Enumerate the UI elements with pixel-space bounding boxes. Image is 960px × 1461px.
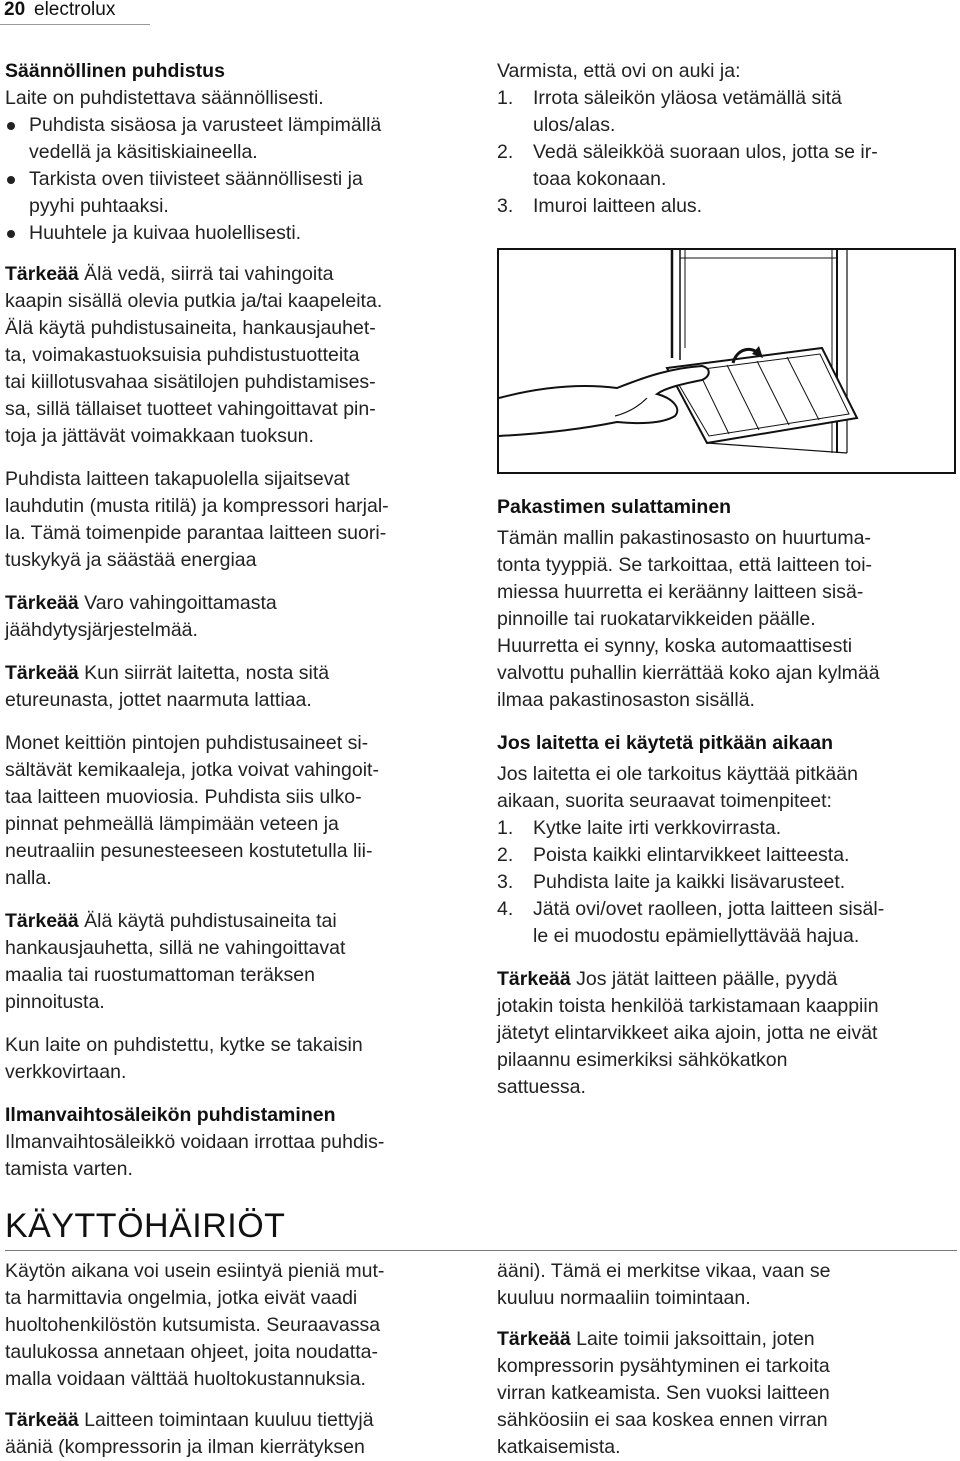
important-note-abrasives: Tärkeää Älä käytä puhdistusaineita tai hankausjauhetta, sillä ne vahingoittavat maalia tai ruostumattoman teräksen pinnoitusta. [5, 910, 346, 1013]
important-note-pipes: Tärkeää Älä vedä, siirrä tai vahingoita kaapin sisällä olevia putkia ja/tai kaapeleita. Älä käytä puhdistusaineita, hankausjauhet- ta, voimakastuoksuisia puhdistustuotteita tai kiillotusvahaa sisätilojen puhdistamises- sa, sillä tällaiset tuotteet vahingoittavat pin- toja ja jättävät voimakkaan tuoksun. [5, 263, 383, 447]
detergent-paragraph: Monet keittiön pintojen puhdistusaineet si- sältävät kemikaaleja, jotka voivat vahingoit- taa laitteen muoviosia. Puhdista siis ulko- pinnat pehmeällä lämpimään veteen ja neutraaliin pesunesteeseen kostutetulla lii- nalla. [5, 732, 379, 889]
page-header [0, 0, 960, 20]
list-item: 2. Poista kaikki elintarvikkeet laitteesta. [497, 844, 850, 866]
header-rule [0, 24, 150, 25]
section-rule [5, 1250, 957, 1251]
right-column-top [497, 58, 957, 220]
important-note-cooling: Tärkeää Varo vahingoittamasta jäähdytysjärjestelmää. [5, 592, 277, 641]
important-note-sounds: Tärkeää Laitteen toimintaan kuuluu tiettyjä ääniä (kompressorin ja ilman kierrätyksen [5, 1409, 374, 1458]
list-item: Huuhtele ja kuivaa huolellisesti. [5, 220, 465, 247]
list-item: 2. Vedä säleikköä suoraan ulos, jotta se ir- toaa kokonaan. [497, 141, 878, 190]
heading-defrosting: Pakastimen sulattaminen [497, 496, 732, 518]
heading-regular-cleaning: Säännöllinen puhdistus [5, 60, 225, 82]
vent-intro: Varmista, että ovi on auki ja: [497, 60, 741, 82]
section-left-column [5, 1258, 465, 1461]
list-item: 1. Kytke laite irti verkkovirrasta. [497, 817, 782, 839]
sounds-continued: ääni). Tämä ei merkitse vikaa, vaan se kuuluu normaaliin toimintaan. [497, 1260, 831, 1309]
list-item: 3. Puhdista laite ja kaikki lisävarusteet. [497, 871, 846, 893]
left-column [5, 58, 465, 1183]
long-absence-steps [497, 815, 957, 950]
page-number: 20 [4, 0, 26, 20]
troubleshooting-intro: Käytön aikana voi usein esiintyä pieniä mut- ta harmittavia ongelmia, jotka eivät vaadi huoltohenkilöstön kutsumista. Seuraavassa taulukossa annetaan ohjeet, joita noudatta- malla voidaan välttää huoltokustannuksia. [5, 1260, 385, 1390]
list-item: 3. Imuroi laitteen alus. [497, 195, 703, 217]
heading-vent-cleaning: Ilmanvaihtosäleikön puhdistaminen [5, 1104, 336, 1126]
vent-paragraph: Ilmanvaihtosäleikkö voidaan irrottaa puhdis- tamista varten. [5, 1131, 385, 1180]
important-note-cycling: Tärkeää Laite toimii jaksoittain, joten kompressorin pysähtyminen ei tarkoita virran katkeamista. Sen vuoksi laitteen sähköosiin ei saa koskea ennen virran katkaisemista. [497, 1328, 830, 1458]
list-item: 1. Irrota säleikön yläosa vetämällä sitä ulos/alas. [497, 87, 842, 136]
brand-name: electrolux [34, 0, 116, 20]
cleaning-bullet-list [5, 112, 465, 247]
vent-grille-illustration [497, 248, 956, 474]
important-note-leave-on: Tärkeää Jos jätät laitteen päälle, pyydä jotakin toista henkilöä tarkistamaan kaappiin jätetyt elintarvikkeet aika ajoin, jotta ne eivät pilaannu esimerkiksi sähkökatkon sattuessa. [497, 968, 879, 1098]
list-item: Puhdista sisäosa ja varusteet lämpimällä vedellä ja käsitiskiaineella. [5, 112, 465, 166]
intro-text: Laite on puhdistettava säännöllisesti. [5, 87, 324, 109]
long-absence-paragraph: Jos laitetta ei ole tarkoitus käyttää pitkään aikaan, suorita seuraavat toimenpiteet: [497, 763, 858, 812]
reconnect-paragraph: Kun laite on puhdistettu, kytke se takaisin verkkovirtaan. [5, 1034, 363, 1083]
important-note-moving: Tärkeää Kun siirrät laitetta, nosta sitä etureunasta, jottet naarmuta lattiaa. [5, 662, 330, 711]
defrost-paragraph: Tämän mallin pakastinosasto on huurtuma- tonta tyyppiä. Se tarkoittaa, että laitteen toi- miessa huurretta ei keräänny laitteen sisä- pinnoille tai ruokatarvikkeiden päälle. Huurretta ei synny, koska automaattisesti valvottu puhallin kierrättää koko ajan kylmää ilmaa pakastinosaston sisällä. [497, 527, 880, 711]
grille-removal-drawing [497, 248, 956, 474]
list-item: 4. Jätä ovi/ovet raolleen, jotta laitteen sisäl- le ei muodostu epämiellyttävää hajua. [497, 898, 885, 947]
heading-long-absence: Jos laitetta ei käytetä pitkään aikaan [497, 732, 833, 754]
right-column-bottom [497, 494, 957, 1101]
section-right-column [497, 1258, 957, 1461]
section-title-troubleshooting: KÄYTTÖHÄIRIÖT [5, 1207, 286, 1245]
list-item: Tarkista oven tiivisteet säännöllisesti ja pyyhi puhtaaksi. [5, 166, 465, 220]
vent-steps-list [497, 85, 957, 220]
condenser-paragraph: Puhdista laitteen takapuolella sijaitsevat lauhdutin (musta ritilä) ja kompressori harjal- la. Tämä toimenpide parantaa laitteen suori- tuskykyä ja säästää energiaa [5, 468, 389, 571]
